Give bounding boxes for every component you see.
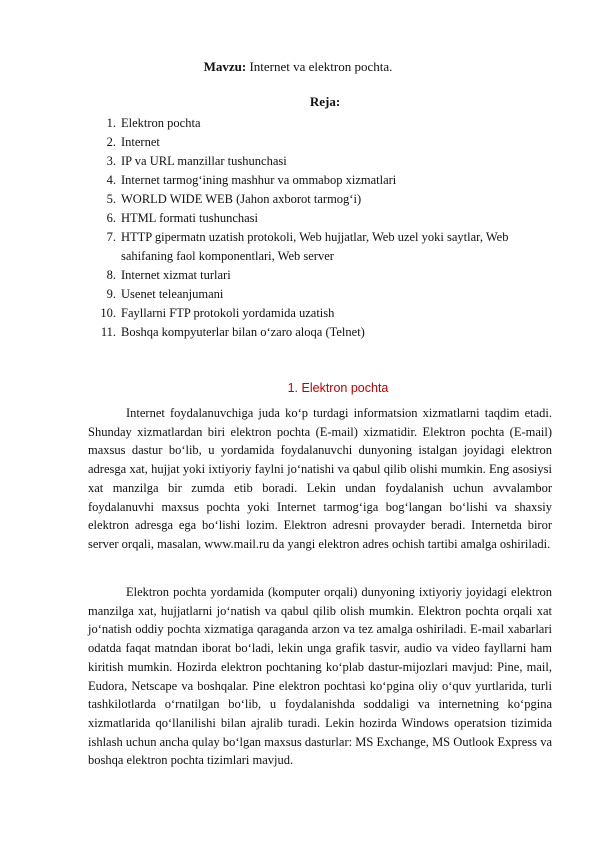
plan-item [86, 190, 546, 209]
plan-item-number: 3. [106, 154, 116, 168]
plan-item [86, 285, 546, 304]
plan-item-number: 6. [106, 211, 116, 225]
plan-item [86, 228, 546, 266]
plan-item-text: HTML formati tushunchasi [121, 211, 259, 225]
document-title [0, 59, 596, 75]
plan-item-text: Internet tarmog‘ining mashhur va ommabop xizmatlari [121, 173, 397, 187]
body-paragraph: Internet foydalanuvchiga juda ko‘p turdagi informatsion xizmatlarni taqdim etadi. Shunday xizmatlardan biri elektron pochta (E-mail) xizmatidir. Elektron pochta (E-mail) maxsus dastur bo‘lib, u yordamida foydalanuvchi dunyoning istalgan joyidagi elektron adresga xat, hujjat yoki ixtiyoriy faylni jo‘natishi va qabul qilib olishi mumkin. Eng asosiysi xat manzilga bir zumda etib boradi. Lekin undan foydalanish uchun avvalambor foydalanuvhi maxsus pochta yoki Internet tarmog‘iga bog‘langan bo‘lishi va shaxsiy elektron adresga ega bo‘lishi lozim. Elektron adresni provayder beradi. Internetda biror server orqali, masalan, www.mail.ru da yangi elektron adres ochish tartibi amalga oshiriladi. [88, 406, 552, 551]
body-paragraph: Elektron pochta yordamida (komputer orqali) dunyoning ixtiyoriy joyidagi elektron manzilga xat, hujjatlarni jo‘natish va qabul qilib olish mumkin. Elektron pochta orqali xat jo‘natish oddiy pochta xizmatiga qaraganda arzon va tez amalga oshiriladi. E-mail xabarlari odatda faqat matndan iborat bo‘ladi, lekin unga grafik tasvir, audio va video fayllarni ham kiritish mumkin. Hozirda elektron pochtaning ko‘plab dastur-mijozlari mavjud: Pine, mail, Eudora, Netscape va boshqalar. Pine elektron pochtasi ko‘pgina oliy o‘quv yurtlarida, turli tashkilotlarda o‘rnatilgan bo‘lib, u foydalanishda soddaligi va internetning ko‘pgina xizmatlarida qo‘llanilishi bilan ajralib turadi. Lekin hozirda Windows operatsion tizimida ishlash uchun ancha qulay bo‘lgan maxsus dasturlar: MS Exchange, MS Outlook Express va boshqa elektron pochta tizimlari mavjud. [88, 585, 552, 768]
plan-item-text: WORLD WIDE WEB (Jahon axborot tarmog‘i) [121, 192, 362, 206]
plan-item [86, 266, 546, 285]
plan-item [86, 152, 546, 171]
plan-item-number: 10. [100, 306, 116, 320]
title-label: Mavzu: [203, 59, 247, 74]
plan-item-number: 11. [100, 325, 116, 339]
plan-item-text: Internet xizmat turlari [121, 268, 231, 282]
plan-item-text: HTTP gipermatn uzatish protokoli, Web hujjatlar, Web uzel yoki saytlar, Web sahifaning faol komponentlari, Web server [121, 230, 509, 263]
plan-item-text: Usenet teleanjumani [121, 287, 224, 301]
plan-item-text: IP va URL manzillar tushunchasi [121, 154, 287, 168]
plan-item [86, 304, 546, 323]
plan-item-number: 2. [106, 135, 116, 149]
plan-list [86, 114, 546, 342]
plan-item-number: 1. [106, 116, 116, 130]
plan-item-text: Fayllarni FTP protokoli yordamida uzatish [121, 306, 335, 320]
plan-item-number: 4. [106, 173, 116, 187]
plan-item [86, 209, 546, 228]
plan-item-text: Boshqa kompyuterlar bilan o‘zaro aloqa (Telnet) [121, 325, 365, 339]
plan-item [86, 171, 546, 190]
plan-item-number: 5. [106, 192, 116, 206]
plan-item [86, 323, 546, 342]
plan-item [86, 133, 546, 152]
plan-item-number: 7. [106, 230, 116, 244]
plan-item-number: 8. [106, 268, 116, 282]
plan-heading: Reja: [309, 94, 341, 109]
plan-item-number: 9. [106, 287, 116, 301]
plan-item-text: Elektron pochta [121, 116, 201, 130]
section-heading: 1. Elektron pochta [287, 381, 389, 395]
title-text: Internet va elektron pochta. [246, 59, 393, 74]
plan-item [86, 114, 546, 133]
plan-item-text: Internet [121, 135, 160, 149]
